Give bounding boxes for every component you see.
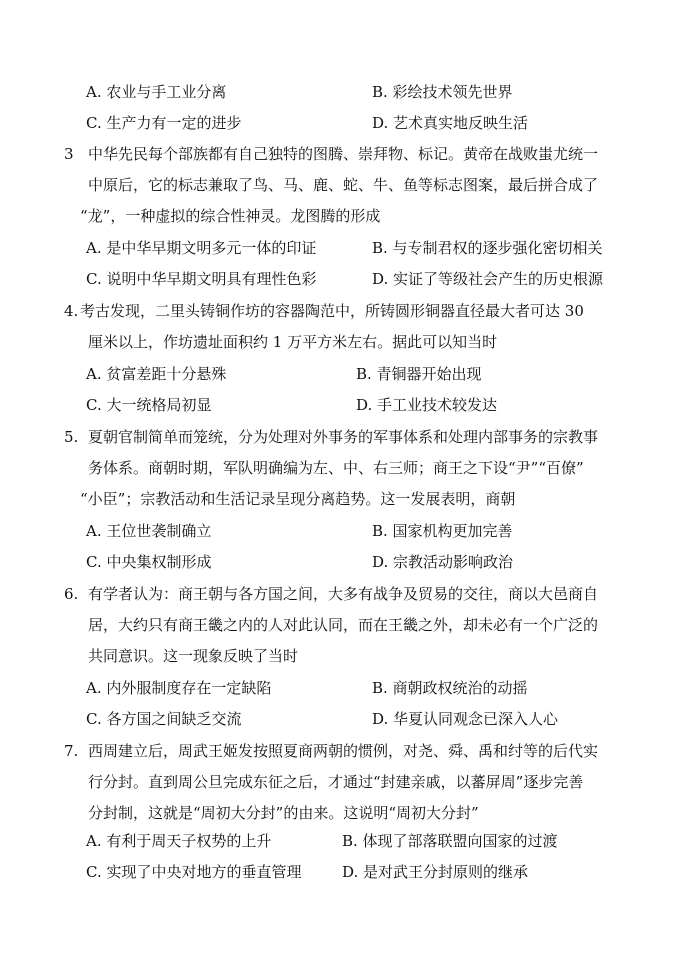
question-text-line: 行分封。直到周公旦完成东征之后，才通过“封建亲戚，以蕃屏周”逐步完善	[88, 773, 584, 791]
option-b: B. 彩绘技术领先世界	[372, 83, 513, 101]
question-text-line: 中原后，它的标志兼取了鸟、马、鹿、蛇、牛、鱼等标志图案，最后拼合成了	[88, 176, 599, 194]
option-d: D. 是对武王分封原则的继承	[342, 863, 529, 881]
question-text-line: 西周建立后，周武王姬发按照夏商两朝的惯例，对尧、舜、禹和纣等的后代实	[88, 742, 599, 760]
option-a: A. 王位世袭制确立	[86, 522, 212, 540]
option-b: B. 国家机构更加完善	[372, 522, 513, 540]
question-text-line: 有学者认为：商王朝与各方国之间，大多有战争及贸易的交往，商以大邑商自	[88, 585, 599, 603]
question-number: 7.	[64, 742, 79, 760]
option-d: D. 手工业技术较发达	[356, 396, 498, 414]
option-c: C. 说明中华早期文明具有理性色彩	[86, 270, 317, 288]
option-d: D. 宗教活动影响政治	[372, 553, 514, 571]
option-a: A. 有利于周天子权势的上升	[86, 832, 272, 850]
option-b: B. 商朝政权统治的动摇	[372, 679, 528, 697]
question-number: 6.	[64, 585, 79, 603]
option-d: D. 艺术真实地反映生活	[372, 114, 529, 132]
option-c: C. 中央集权制形成	[86, 553, 212, 571]
option-a: A. 贫富差距十分悬殊	[86, 365, 227, 383]
option-a: A. 农业与手工业分离	[86, 83, 227, 101]
question-text-line: 厘米以上，作坊遗址面积约 1 万平方米左右。据此可以知当时	[88, 333, 498, 351]
question-text-line: 考古发现，二里头铸铜作坊的容器陶范中，所铸圆形铜器直径最大者可达 30	[80, 302, 584, 320]
question-text-line: 中华先民每个部族都有自己独特的图腾、崇拜物、标记。黄帝在战败蚩尤统一	[88, 145, 599, 163]
question-text-line: 夏朝官制简单而笼统，分为处理对外事务的军事体系和处理内部事务的宗教事	[88, 428, 599, 446]
option-d: D. 实证了等级社会产生的历史根源	[372, 270, 604, 288]
option-c: C. 生产力有一定的进步	[86, 114, 242, 132]
option-b: B. 体现了部落联盟向国家的过渡	[342, 832, 558, 850]
option-c: C. 大一统格局初显	[86, 396, 212, 414]
option-a: A. 是中华早期文明多元一体的印证	[86, 239, 317, 257]
option-b: B. 与专制君权的逐步强化密切相关	[372, 239, 603, 257]
question-text-line: 居，大约只有商王畿之内的人对此认同，而在王畿之外，却未必有一个广泛的	[88, 616, 599, 634]
question-text-line: “小臣”；宗教活动和生活记录呈现分离趋势。这一发展表明，商朝	[80, 490, 516, 508]
option-b: B. 青铜器开始出现	[356, 365, 482, 383]
question-number: 4.	[64, 302, 79, 320]
question-text-line: 务体系。商朝时期，军队明确编为左、中、右三师；商王之下设“尹”“百僚”	[88, 459, 584, 477]
question-text-line: 分封制，这就是“周初大分封”的由来。这说明“周初大分封”	[88, 804, 479, 822]
question-number: 5.	[64, 428, 79, 446]
question-text-line: “龙”，一种虚拟的综合性神灵。龙图腾的形成	[80, 207, 381, 225]
option-c: C. 实现了中央对地方的垂直管理	[86, 863, 302, 881]
option-a: A. 内外服制度存在一定缺陷	[86, 679, 272, 697]
question-text-line: 共同意识。这一现象反映了当时	[88, 647, 299, 665]
question-number: 3	[64, 145, 74, 163]
option-c: C. 各方国之间缺乏交流	[86, 710, 242, 728]
option-d: D. 华夏认同观念已深入人心	[372, 710, 559, 728]
